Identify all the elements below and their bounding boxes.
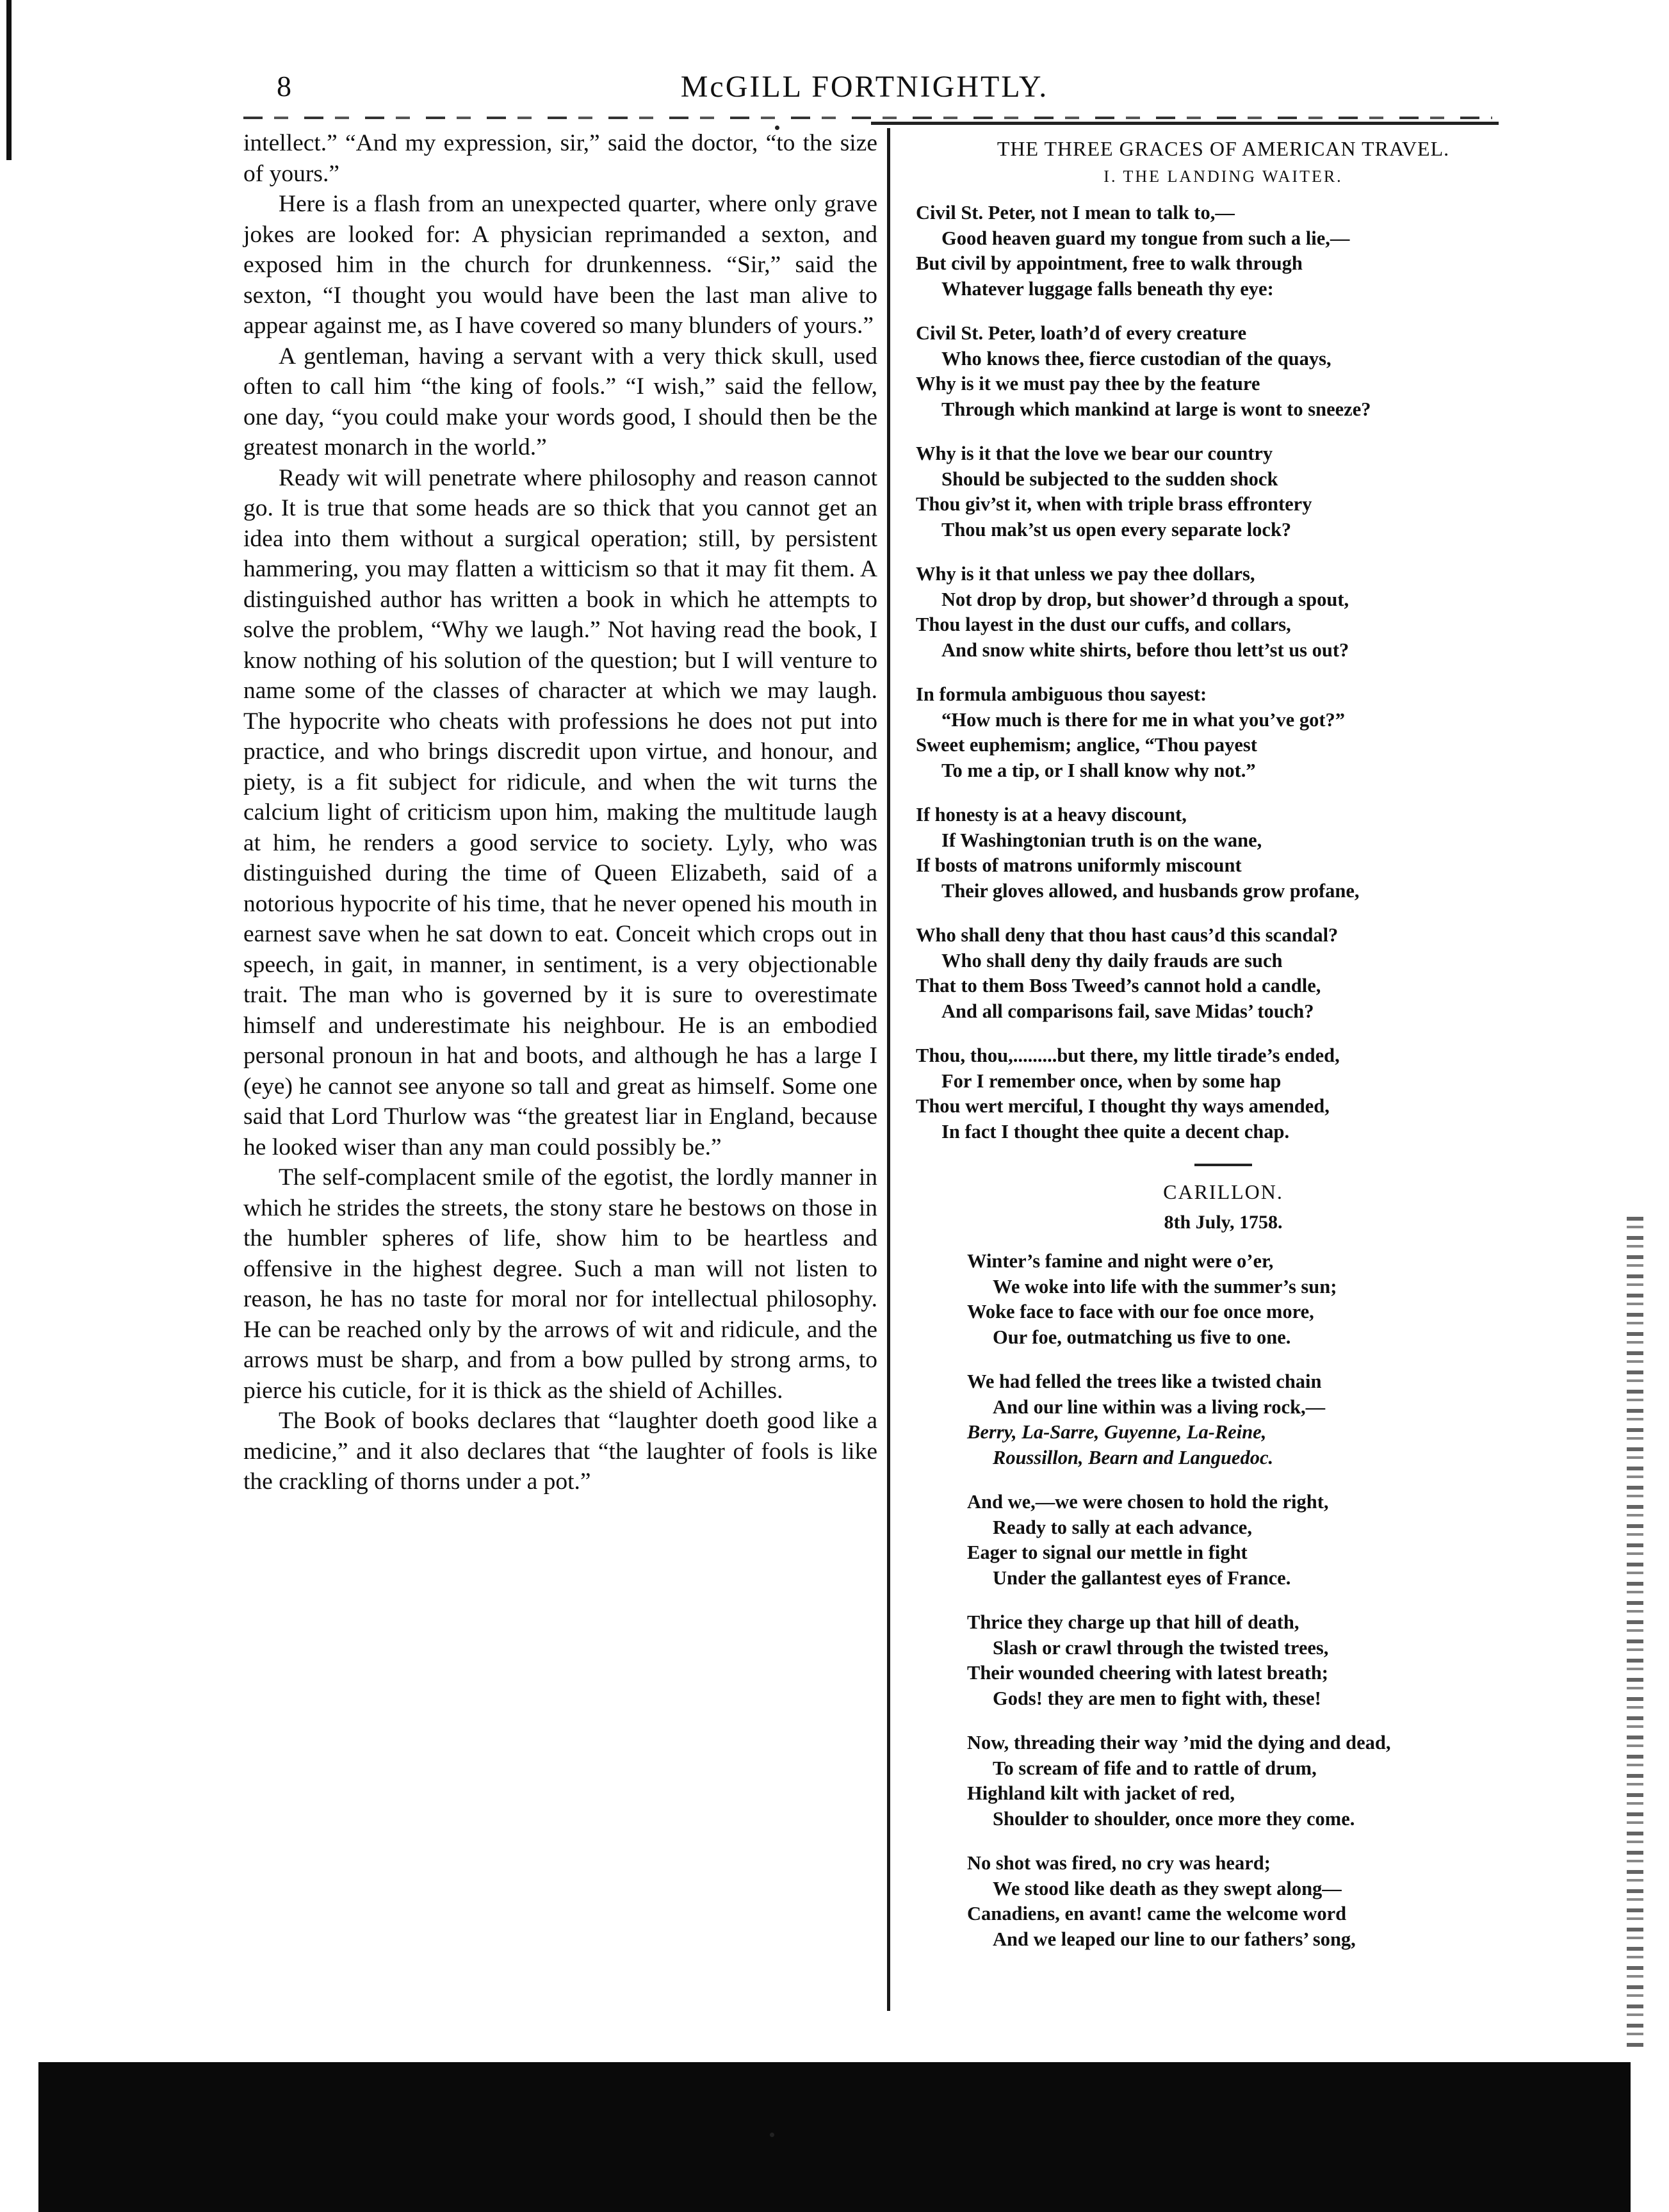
stanza <box>967 1249 1531 1350</box>
poem-line: Sweet euphemism; anglice, “Thou payest <box>916 734 1257 756</box>
poem-line: Thou wert merciful, I thought thy ways amended, <box>916 1095 1330 1117</box>
poem-line: Woke face to face with our foe once more, <box>967 1301 1314 1322</box>
poem-line: Why is it that unless we pay thee dollars, <box>916 563 1255 585</box>
poem-line: And snow white shirts, before thou lett’st us out? <box>941 638 1349 661</box>
poem-line: Slash or crawl through the twisted trees, <box>993 1636 1329 1659</box>
poem-line: Through which mankind at large is wont to sneeze? <box>941 398 1371 420</box>
poem-line: And we,—we were chosen to hold the right, <box>967 1491 1329 1513</box>
poem-line: Should be subjected to the sudden shock <box>941 468 1278 490</box>
scan-bottom-band <box>38 2062 1631 2212</box>
poem-subtitle: I. THE LANDING WAITER. <box>1103 167 1343 186</box>
poem-body <box>916 1249 1531 1952</box>
poem-line: Why is it we must pay thee by the feature <box>916 373 1260 394</box>
paragraph: intellect.” “And my expression, sir,” said the doctor, “to the size of yours.” <box>243 130 877 187</box>
poem-line: Who knows thee, fierce custodian of the quays, <box>941 347 1331 370</box>
masthead: McGILL FORTNIGHTLY. <box>680 70 1049 104</box>
poem-line: Winter’s famine and night were o’er, <box>967 1250 1274 1272</box>
poem-line: For I remember once, when by some hap <box>941 1069 1282 1092</box>
poem-line: In fact I thought thee quite a decent chap. <box>941 1120 1290 1143</box>
poem-line: “How much is there for me in what you’ve got?” <box>941 708 1346 731</box>
poem-line: Thrice they charge up that hill of death, <box>967 1611 1299 1633</box>
poem-line: That to them Boss Tweed’s cannot hold a candle, <box>916 975 1321 996</box>
poem-body <box>916 200 1531 1144</box>
paragraph: Ready wit will penetrate where philosophy and reason cannot go. It is true that some heads are so thick that you cannot get an idea into them without a surgical operation; still, by persistent hammering, you may flatten a witticism so that it may fit them. A distinguished author has written a book in which he attempts to solve the problem, “Why we laugh.” Not having read the book, I know nothing of his solution of the question; but I will venture to name some of the classes of character at which we may laugh. The hypocrite who cheats with professions he does not put into practice, and who brings discredit upon virtue, and honour, and piety, is a fit subject for ridicule, and when the wit turns the calcium light of criticism upon him, making the multitude laugh at him, he renders a good service to society. Lyly, who was distinguished during the time of Queen Elizabeth, said of a notorious hypocrite of his time, that he never opened his mouth in earnest save when he sat down to eat. Conceit which crops out in speech, in gait, in manner, in sentiment, is a very objectionable trait. The man who is governed by it is sure to overestimate himself and underestimate his neighbour. He is an embodied personal pronoun in hat and boots, and although he has a large I (eye) he cannot see anyone so tall and great as himself. Some one said that Lord Thurlow was “the greatest liar in England, because he looked wiser than any man could possibly be.” <box>243 464 877 1160</box>
paragraph: Here is a flash from an unexpected quarter, where only grave jokes are looked for: A physician reprimanded a sexton, and exposed him in the church for drunkenness. “Sir,” said the sexton, “I thought you would have been the last man alive to appear against me, as I have covered so many blunders of yours.” <box>243 191 877 339</box>
scan-binding-edge <box>1627 1217 1643 2049</box>
poem-line: Ready to sally at each advance, <box>993 1516 1252 1538</box>
poem-line: And all comparisons fail, save Midas’ touch? <box>941 1000 1314 1022</box>
header-rule <box>243 117 1492 119</box>
poem-line: Thou mak’st us open every separate lock? <box>941 518 1292 541</box>
poem-line: Whatever luggage falls beneath thy eye: <box>941 277 1274 300</box>
poem-line: To scream of fife and to rattle of drum, <box>993 1757 1317 1779</box>
stanza <box>916 923 1531 1024</box>
scan-edge-bar <box>6 0 12 160</box>
left-column <box>243 128 877 1497</box>
poem-line: Good heaven guard my tongue from such a lie,— <box>941 227 1350 249</box>
stanza <box>916 200 1531 302</box>
header-rule-right <box>871 122 1499 125</box>
poem-line: Thou layest in the dust our cuffs, and collars, <box>916 614 1291 635</box>
stanza <box>916 321 1531 422</box>
stanza <box>967 1730 1531 1832</box>
poem-line: Civil St. Peter, loath’d of every creature <box>916 322 1247 344</box>
poem-line: No shot was fired, no cry was heard; <box>967 1852 1271 1874</box>
poem-line: And we leaped our line to our fathers’ song, <box>993 1928 1356 1950</box>
section-rule <box>1194 1164 1252 1166</box>
page-header <box>237 69 1492 114</box>
stanza <box>967 1369 1531 1470</box>
stanza <box>916 802 1531 904</box>
poem-line: Our foe, outmatching us five to one. <box>993 1326 1291 1348</box>
stanza <box>967 1851 1531 1952</box>
column-divider <box>887 128 890 2011</box>
poem-title: THE THREE GRACES OF AMERICAN TRAVEL. <box>997 137 1450 160</box>
poem-line: Berry, La-Sarre, Guyenne, La-Reine, <box>967 1421 1267 1443</box>
poem-line: Highland kilt with jacket of red, <box>967 1782 1235 1804</box>
poem-line: If honesty is at a heavy discount, <box>916 804 1187 825</box>
poem-line: If bosts of matrons uniformly miscount <box>916 854 1242 876</box>
poem-line: Not drop by drop, but shower’d through a spout, <box>941 588 1349 610</box>
poem-line: We stood like death as they swept along— <box>993 1877 1342 1899</box>
paragraph: A gentleman, having a servant with a very thick skull, used often to call him “the king of fools.” “I wish,” said the fellow, one day, “you could make your words good, I should then be the greatest monarch in the world.” <box>243 343 877 460</box>
poem-line: Shoulder to shoulder, once more they come. <box>993 1807 1355 1830</box>
poem-line: Canadiens, en avant! came the welcome word <box>967 1903 1347 1924</box>
poem-line: Gods! they are men to fight with, these! <box>993 1687 1321 1709</box>
poem-line: But civil by appointment, free to walk through <box>916 252 1303 274</box>
poem-title: CARILLON. <box>1163 1180 1283 1203</box>
stanza <box>916 682 1531 783</box>
poem-line: Now, threading their way ’mid the dying and dead, <box>967 1732 1391 1753</box>
poem-line: Their gloves allowed, and husbands grow profane, <box>941 879 1360 902</box>
poem-line: Their wounded cheering with latest breath; <box>967 1662 1328 1684</box>
poem-line: Eager to signal our mettle in fight <box>967 1541 1248 1563</box>
poem-line: If Washingtonian truth is on the wane, <box>941 829 1262 851</box>
poem-date: 8th July, 1758. <box>1164 1212 1283 1233</box>
stanza <box>916 1043 1531 1144</box>
poem-line: Who shall deny thy daily frauds are such <box>941 949 1283 972</box>
poem-line: Roussillon, Bearn and Languedoc. <box>993 1446 1274 1468</box>
poem-line: Thou giv’st it, when with triple brass effrontery <box>916 493 1312 515</box>
stanza <box>967 1610 1531 1711</box>
poem-line: We woke into life with the summer’s sun; <box>993 1275 1337 1297</box>
stanza <box>967 1490 1531 1591</box>
poem-line: Thou, thou,.........but there, my little tirade’s ended, <box>916 1045 1340 1066</box>
right-column <box>916 128 1531 1971</box>
poem-line: Civil St. Peter, not I mean to talk to,— <box>916 202 1235 224</box>
speck <box>770 2133 774 2137</box>
poem-line: And our line within was a living rock,— <box>993 1395 1326 1418</box>
paragraph: The Book of books declares that “laughter doeth good like a medicine,” and it also declares that “the laughter of fools is like the crackling of thorns under a pot.” <box>243 1408 877 1495</box>
poem-line: To me a tip, or I shall know why not.” <box>941 759 1256 781</box>
poem-line: Why is it that the love we bear our country <box>916 443 1273 464</box>
poem-line: Who shall deny that thou hast caus’d this scandal? <box>916 924 1339 946</box>
stanza <box>916 441 1531 542</box>
stanza <box>916 562 1531 663</box>
poem-line: In formula ambiguous thou sayest: <box>916 683 1207 705</box>
poem-line: We had felled the trees like a twisted chain <box>967 1370 1322 1392</box>
poem-line: Under the gallantest eyes of France. <box>993 1566 1291 1589</box>
page-number: 8 <box>277 70 291 102</box>
paragraph: The self-complacent smile of the egotist, the lordly manner in which he strides the streets, the stony stare he bestows on those in the humbler spheres of life, show him to be heartless and offensive in the highest degree. Such a man will not listen to reason, he has no taste for moral nor for intellectual philosophy. He can be reached only by the arrows of wit and ridicule, and the arrows must be sharp, and from a bow pulled by strong arms, to pierce his cuticle, for it is thick as the shield of Achilles. <box>243 1164 877 1404</box>
